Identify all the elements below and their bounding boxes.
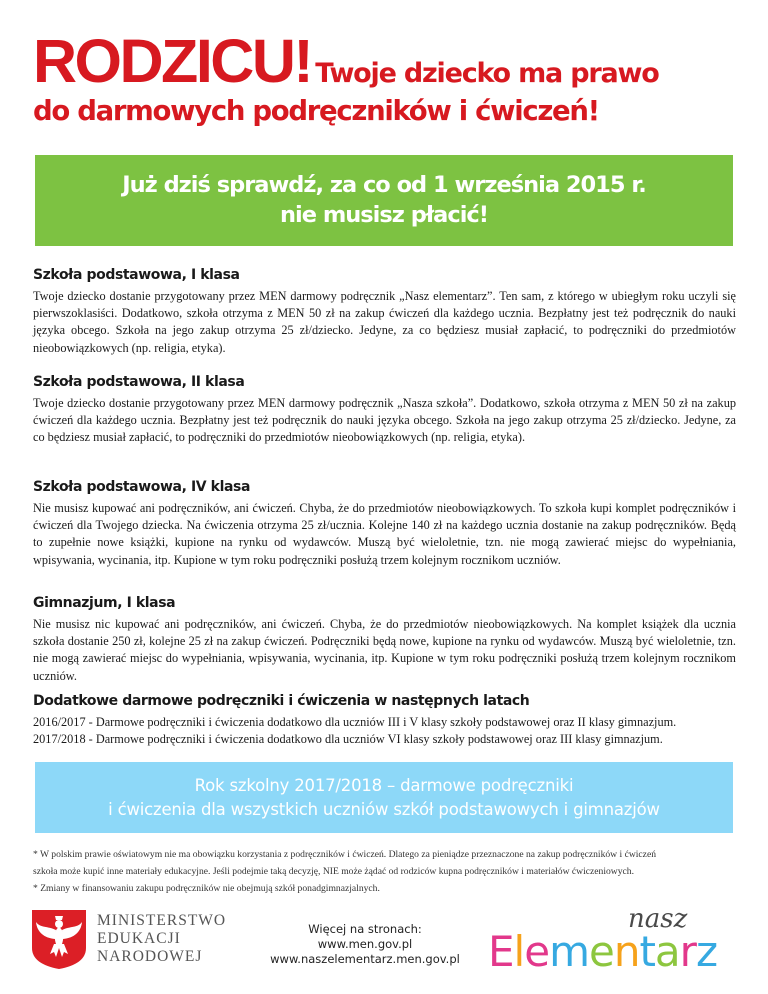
- logo-nasz: nasz: [628, 904, 688, 934]
- logo-letter: e: [524, 927, 550, 976]
- logo-letter: n: [613, 927, 640, 976]
- section-body: Nie musisz kupować ani podręczników, ani ćwiczeń. Chyba, że do przedmiotów nieobowiązkowych. To szkoła kupi komplet podręczników i ćwiczeń dla Twojego dziecka. Na ćwiczenia otrzyma 25 zł/ucznia. Kolejne 140 zł na każdego ucznia dostanie na zakup podręczników. Będą to zupełnie nowe książki, kupione na rynku od wydawców. Muszą być wieloletnie, tzn. nie mogą zawierać miejsc do wypełniania, wpisywania, wycinania, itp. Kupione w tym roku podręczniki posłużą trzem kolejnym rocznikom uczniów.: [33, 501, 736, 567]
- footnotes: [33, 846, 738, 897]
- blue-banner-line2: i ćwiczenia dla wszystkich uczniów szkół podstawowych i gimnazjów: [108, 800, 660, 819]
- logo-letter: z: [695, 927, 717, 976]
- more-info-label: Więcej na stronach:: [308, 922, 422, 936]
- section-title: Gimnazjum, I klasa: [33, 595, 176, 611]
- headline-line2: do darmowych podręczników i ćwiczeń!: [33, 95, 599, 127]
- logo-word: [488, 928, 717, 976]
- link-naszelementarz[interactable]: www.naszelementarz.men.gov.pl: [270, 952, 460, 966]
- footnote-line: szkoła może kupić inne materiały edukacyjne. Jeśli podejmie taką decyzję, NIE może żądać od rodziców kupna podręczników i materiałów ćwiczeniowych.: [33, 866, 634, 877]
- section-sp-4: [33, 478, 736, 569]
- blue-banner-line1: Rok szkolny 2017/2018 – darmowe podręczniki: [194, 776, 574, 795]
- headline-rest: Twoje dziecko ma prawo: [315, 58, 659, 89]
- headline: [33, 27, 743, 128]
- section-body: Twoje dziecko dostanie przygotowany przez MEN darmowy podręcznik „Nasz elementarz”. Ten sam, z którego w ubiegłym roku uczyli się pierwszoklasiści. Dodatkowo, szkoła otrzyma z MEN 50 zł na zakup ćwiczeń dla każdego ucznia. Bezpłatny jest też podręcznik do nauki języka obcego. Szkoła na jego zakup otrzyma 25 zł/dziecko. Jedyne, za co będziesz musiał zapłacić, to podręczniki do przedmiotów nieobowiązkowych (np. religia, etyka).: [33, 289, 736, 355]
- footnote-line: * W polskim prawie oświatowym nie ma obowiązku korzystania z podręczników i ćwiczeń. Dlatego za pieniądze przeznaczone na zakup podręczników i ćwiczeń: [33, 849, 656, 860]
- logo-letter: r: [679, 927, 696, 976]
- logo-letter: l: [513, 927, 525, 976]
- section-gim-1: [33, 594, 736, 685]
- year-line: 2016/2017 - Darmowe podręczniki i ćwiczenia dodatkowo dla uczniów III i V klasy szkoły podstawowej oraz II klasy gimnazjum.: [33, 715, 677, 729]
- logo-letter: E: [488, 927, 514, 976]
- section-title: Szkoła podstawowa, IV klasa: [33, 479, 251, 495]
- section-title: Szkoła podstawowa, II klasa: [33, 374, 245, 390]
- logo-letter: m: [549, 927, 589, 976]
- footnote-line: * Zmiany w finansowaniu zakupu podręczników nie obejmują szkół ponadgimnazjalnych.: [33, 883, 380, 894]
- ministry-name: [97, 912, 226, 966]
- ministry-line: EDUKACJI: [97, 930, 181, 947]
- logo-letter: t: [639, 927, 655, 976]
- section-body: Nie musisz nic kupować ani podręczników, ani ćwiczeń. Chyba, że do przedmiotów nieobowiązkowych. Na komplet książek dla ucznia szkoła dostanie 250 zł, kolejne 25 zł na zakup ćwiczeń. Podręczniki będą nowe, kupione na rynku od wydawców. Muszą być wieloletnie, tzn. nie mogą zawierać miejsc do wypełniania, wpisywania, wycinania, itp. Kupione w tym roku podręczniki posłużą trzem kolejnym rocznikom uczniów.: [33, 617, 736, 683]
- section-title: Dodatkowe darmowe podręczniki i ćwiczenia w następnych latach: [33, 693, 530, 709]
- headline-big: RODZICU!: [33, 27, 312, 95]
- green-banner: [35, 155, 733, 246]
- section-next-years: [33, 692, 736, 748]
- headline-line1: [33, 27, 743, 95]
- link-men[interactable]: www.men.gov.pl: [317, 937, 413, 951]
- green-banner-line1: Już dziś sprawdź, za co od 1 września 2015 r.: [122, 172, 646, 198]
- white-eagle-emblem-icon: [30, 908, 88, 970]
- section-sp-1: [33, 266, 736, 357]
- ministry-line: MINISTERSTWO: [97, 912, 227, 929]
- more-info: [265, 922, 465, 967]
- year-line: 2017/2018 - Darmowe podręczniki i ćwiczenia dodatkowo dla uczniów VI klasy szkoły podstawowej oraz III klasy gimnazjum.: [33, 732, 663, 747]
- nasz-elementarz-logo: [488, 904, 738, 978]
- logo-letter: a: [654, 927, 680, 976]
- section-title: Szkoła podstawowa, I klasa: [33, 267, 240, 283]
- blue-banner: [35, 762, 733, 833]
- green-banner-line2: nie musisz płacić!: [280, 202, 488, 228]
- ministry-line: NARODOWEJ: [97, 948, 203, 965]
- logo-letter: e: [588, 927, 614, 976]
- section-body: Twoje dziecko dostanie przygotowany przez MEN darmowy podręcznik „Nasza szkoła”. Dodatkowo, szkoła otrzyma z MEN 50 zł na zakup ćwiczeń dla każdego ucznia. Bezpłatny jest też podręcznik do nauki języka obcego. Szkoła na jego zakup otrzyma 25 zł/dziecko. Jedyne, za co będziesz musiał zapłacić, to podręczniki do przedmiotów nieobowiązkowych (np. religia, etyka).: [33, 396, 736, 445]
- section-sp-2: [33, 373, 736, 447]
